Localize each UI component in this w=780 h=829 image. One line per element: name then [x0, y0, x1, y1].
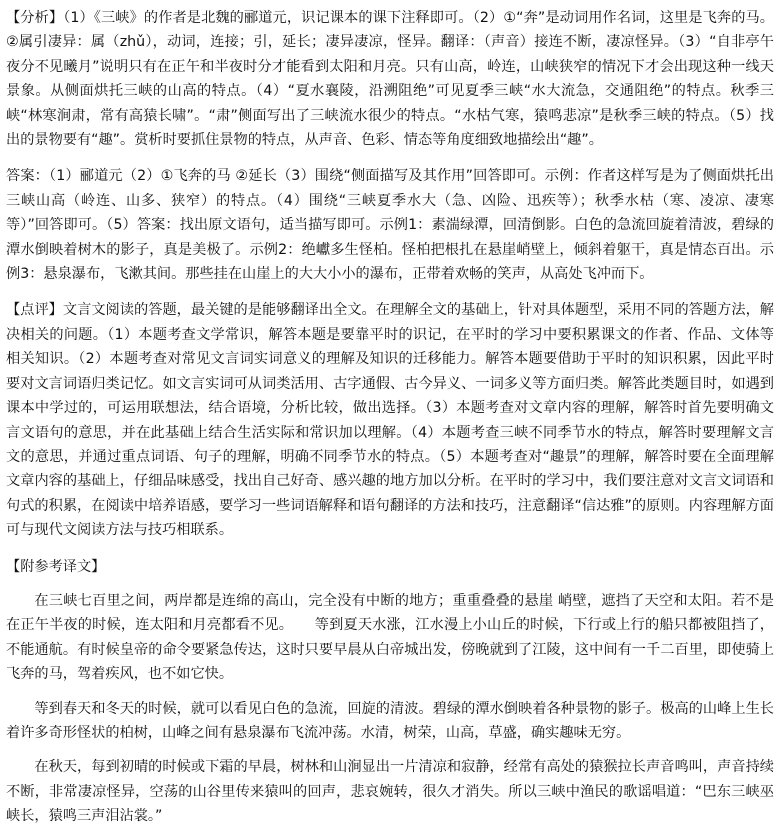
analysis-text: （1）《三峡》的作者是北魏的郦道元，识记课本的课下注释即可。（2）①“奔”是动词用作名词，这里是飞奔的马。②属引凄异：属（zhǔ），动词，连接；引，延长；凄异凄凉，怪异。翻译：（声音）接连不断，凄凉怪异。（3）“自非亭午夜分不见曦月”说明只有在正午和半夜时分才能看到太阳和月亮。只有山高，岭连，山峡狭窄的情况下才会出现这种一线天景象。从侧面烘托三峡的山高的特点。（4）“夏水襄陵，沿溯阻绝”可见夏季三峡“水大流急，交通阻绝”的特点。秋季三峡“林寒涧肃，常有高猿长啸”。“肃”侧面写出了三峡流水很少的特点。“水枯气寒，猿鸣悲凉”是秋季三峡的特点。（5）找出的景物要有“趣”。赏析时要抓住景物的特点，从声音、色彩、情态等角度细致地描绘出“趣”。 [6, 10, 774, 149]
spacer [6, 579, 774, 589]
translation-paragraph-3: 在秋天，每到初晴的时候或下霜的早晨，树林和山涧显出一片清凉和寂静，经常有高处的猿猴拉长声音鸣叫，声音持续不断，非常凄凉怪异，空荡的山谷里传来猿叫的回声，悲哀婉转，很久才消失。所以三峡中渔民的歌谣唱道：“巴东三峡巫峡长，猿鸣三声泪沾裳。” [6, 759, 774, 825]
comment-paragraph [6, 298, 774, 542]
comment-text: 文言文阅读的答题，最关键的是能够翻译出全文。在理解全文的基础上，针对具体题型，采用不同的答题方法，解决相关的问题。（1）本题考查文学常识，解答本题是要靠平时的识记，在平时的学习中要积累课文的作者、作品、文体等相关知识。（2）本题考查对常见文言词实词意义的理解及知识的迁移能力。解答本题要借助于平时的知识积累，因此平时要对文言词语归类记忆。如文言实词可从词类活用、古字通假、古今异义、一词多义等方面归类。解答此类题目时，如遇到课本中学过的，可运用联想法，结合语境，分析比较，做出选择。（3）本题考查对文章内容的理解，解答时首先要明确文言文语句的意思，并在此基础上结合生活实际和常识加以理解。（4）本题考查三峡不同季节水的特点，解答时要理解文言文的意思，并通过重点词语、句子的理解，明确不同季节水的特点。（5）本题考查对“趣景”的理解，解答时要在全面理解文章内容的基础上，仔细品味感受，找出自己好奇、感兴趣的地方加以分析。在平时的学习中，我们要注意对文言文词语和句式的积累，在阅读中培养语感，要学习一些词语解释和语句翻译的方法和技巧，注意翻译“信达雅”的原则。内容理解方面可与现代文阅读方法与技巧相联系。 [6, 302, 774, 539]
analysis-tag: 【分析】 [6, 10, 64, 26]
analysis-paragraph [6, 6, 774, 152]
spacer [6, 745, 774, 755]
translation-heading: 【附参考译文】 [6, 558, 106, 575]
answer-paragraph: 答案：（1）郦道元（2）①飞奔的马 ②延长（3）围绕“侧面描写及其作用”回答即可。示例：作者这样写是为了侧面烘托出三峡山高（岭连、山多、狭窄）的特点。（4）围绕“三峡夏季水大（急、凶险、迅疾等）；秋季水枯（寒、凌凉、凄寒等）”回答即可。（5）答案：找出原文语句，适当描写即可。示例1：素湍绿潭，回清倒影。白色的急流回旋着清波，碧绿的潭水倒映着树木的影子，真是美极了。示例2：绝巘多生怪柏。怪柏把根扎在悬崖峭壁上，倾斜着躯干，真是情态百出。示例3：悬泉瀑布，飞漱其间。那些挂在山崖上的大大小小的瀑布，正带着欢畅的笑声，从高处飞冲而下。 [6, 168, 774, 283]
translation-paragraph-2: 等到春天和冬天的时候，就可以看见白色的急流，回旋的清波。碧绿的潭水倒映着各种景物的影子。极高的山峰上生长着许多奇形怪状的柏树，山峰之间有悬泉瀑布飞流冲荡。水清，树荣，山高，草盛，确实趣味无穷。 [6, 700, 774, 741]
spacer [6, 286, 774, 298]
spacer [6, 152, 774, 164]
spacer [6, 687, 774, 697]
translation-paragraph-1: 在三峡七百里之间，两岸都是连绵的高山，完全没有中断的地方；重重叠叠的悬崖 峭壁，遮挡了天空和太阳。若不是在正午半夜的时候，连太阳和月亮都看不见。 等到夏天水涨，江水漫上小山丘的时候，下行或上行的船只都被阻挡了，不能通航。有时候皇帝的命令要紧急传达，这时只要早晨从白帝城出发，傍晚就到了江陵，这中间有一千二百里，即使骑上飞奔的马，驾着疾风，也不如它快。 [6, 592, 774, 683]
spacer [6, 543, 774, 555]
comment-tag: 【点评】 [6, 302, 63, 319]
